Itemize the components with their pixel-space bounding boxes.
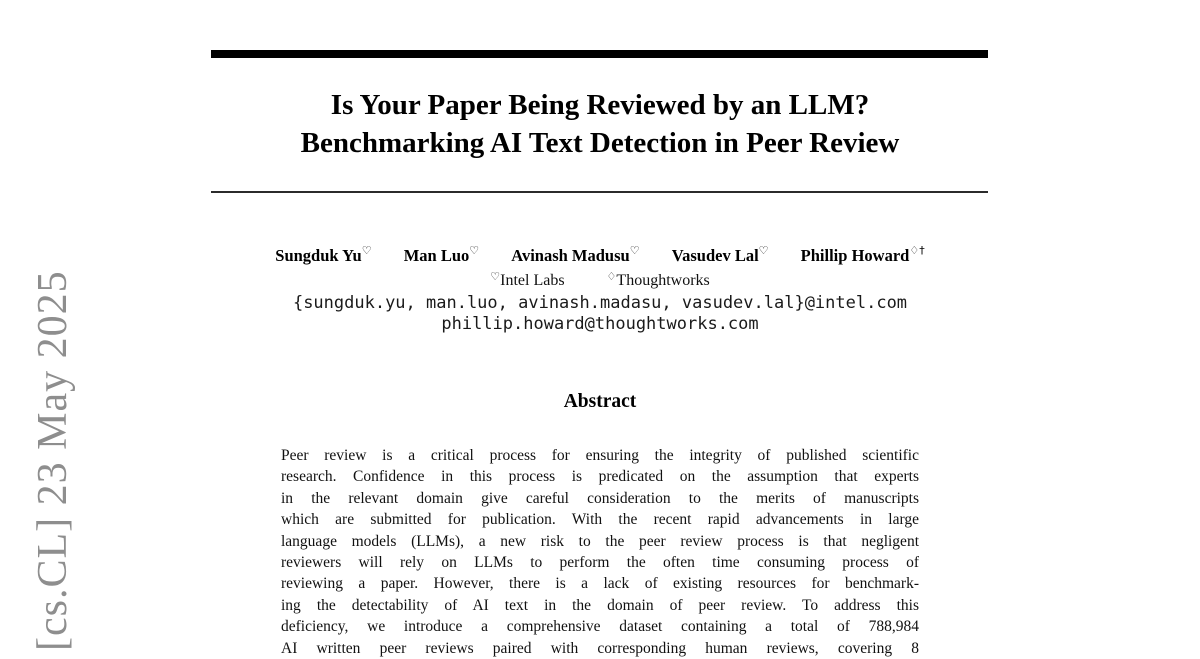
author-name: Man Luo <box>403 246 470 265</box>
abstract-line: Peer review is a critical process for ensuring the integrity of published scientific <box>281 447 919 464</box>
author-name: Vasudev Lal <box>671 246 759 265</box>
author-name: Avinash Madusu <box>511 246 630 265</box>
abstract-line: which are submitted for publication. With the recent rapid advancements in large <box>281 511 919 529</box>
title-rule <box>211 191 988 193</box>
abstract-line: deficiency, we introduce a comprehensive dataset containing a total of 788,984 <box>281 618 919 636</box>
affiliation-marker: ♡ <box>361 244 372 257</box>
title-line-1: Is Your Paper Being Reviewed by an LLM? <box>330 89 870 121</box>
abstract-line: in the relevant domain give careful consideration to the merits of manuscripts <box>281 489 919 507</box>
affiliation-thoughtworks <box>607 272 710 289</box>
email-intel: {sungduk.yu, man.luo, avinash.madasu, vasudev.lal}@intel.com <box>292 293 908 313</box>
affiliation-intel-labs <box>490 272 564 289</box>
author-avinash-madusu <box>511 246 639 265</box>
arxiv-category-banner: [cs.CL] 23 May 2025 <box>30 270 76 651</box>
abstract-line: language models (LLMs), a new risk to the peer review process is that negligent <box>281 532 919 550</box>
author-name: Sungduk Yu <box>275 246 362 265</box>
author-sungduk-yu <box>275 246 371 265</box>
author-vasudev-lal <box>672 246 769 265</box>
author-man-luo <box>404 246 479 265</box>
author-name: Phillip Howard <box>800 246 910 265</box>
abstract-line: AI written peer reviews paired with corresponding human reviews, covering 8 <box>281 639 919 657</box>
affiliation-marker: ♢† <box>909 244 925 257</box>
diamond-suit-icon: ♢ <box>606 270 617 283</box>
affiliation-marker: ♡ <box>758 244 769 257</box>
email-thoughtworks: phillip.howard@thoughtworks.com <box>441 314 759 334</box>
author-phillip-howard <box>801 246 925 265</box>
abstract-heading: Abstract <box>563 391 637 412</box>
paper-title <box>0 86 1200 162</box>
affiliation-name: Intel Labs <box>500 272 565 289</box>
abstract-line: research. Confidence in this process is predicated on the assumption that experts <box>281 468 919 486</box>
author-list <box>0 246 1200 268</box>
abstract-line: reviewing a paper. However, there is a lack of existing resources for benchmark- <box>281 575 919 593</box>
affiliation-name: Thoughtworks <box>616 272 710 289</box>
affiliation-marker: ♡ <box>469 244 480 257</box>
abstract-body <box>281 445 919 659</box>
affiliation-marker: ♡ <box>629 244 640 257</box>
abstract-line: ing the detectability of AI text in the domain of peer review. To address this <box>281 596 919 614</box>
title-line-2: Benchmarking AI Text Detection in Peer Review <box>300 127 900 159</box>
abstract-line: reviewers will rely on LLMs to perform the often time consuming process of <box>281 553 919 571</box>
affiliation-list <box>0 271 1200 292</box>
top-rule <box>211 50 988 58</box>
heart-suit-icon: ♡ <box>490 270 501 283</box>
